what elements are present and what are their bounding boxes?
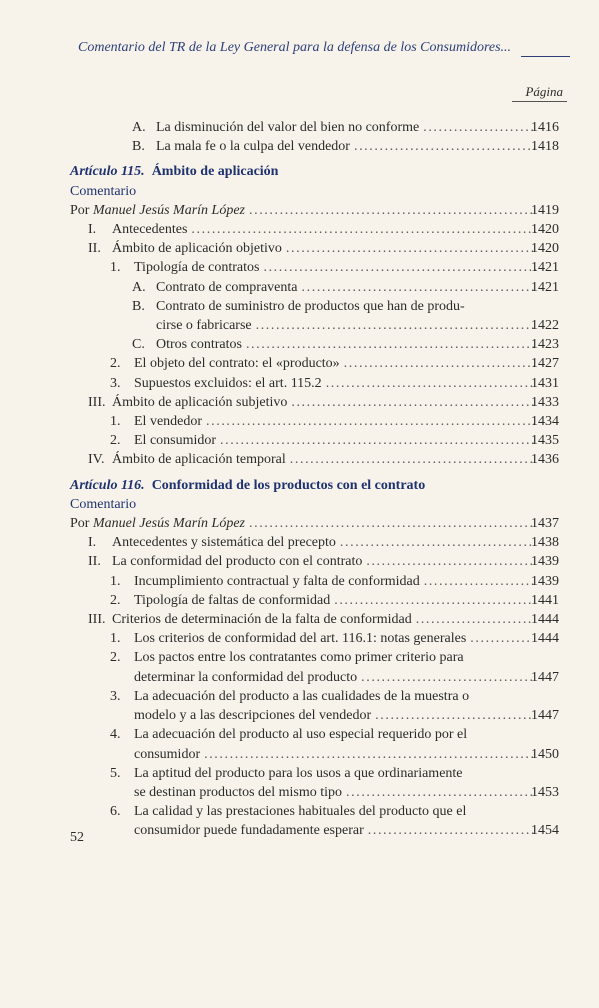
- dot-leader: ........................................................: [249, 516, 535, 532]
- toc-entry[interactable]: [0, 239, 599, 258]
- entry-text: Supuestos excluidos: el art. 115.2: [134, 375, 322, 391]
- entry-text-continued: modelo y a las descripciones del vendedor: [134, 708, 372, 724]
- dot-leader: .......................................................: [255, 318, 537, 334]
- author-name: Manuel Jesús Marín López: [92, 516, 245, 532]
- toc-entry[interactable]: [0, 137, 599, 156]
- page-ref: 1450: [531, 746, 559, 762]
- entry-text: La disminución del valor del bien no conforme: [156, 120, 420, 135]
- page-ref: 1431: [531, 375, 559, 391]
- page-ref: 1427: [531, 356, 559, 372]
- entry-text: El consumidor: [134, 433, 217, 449]
- article-heading: [0, 162, 599, 181]
- toc-entry[interactable]: [0, 552, 599, 571]
- dot-leader: ....................................: [353, 139, 538, 155]
- entry-label: II.: [88, 241, 101, 257]
- entry-label: 2.: [110, 650, 121, 666]
- entry-text-continued: cirse o fabricarse: [156, 318, 252, 334]
- toc-entry[interactable]: [0, 412, 599, 431]
- entry-label: 1.: [110, 573, 121, 589]
- entry-label: 6.: [110, 804, 121, 820]
- page-ref: 1444: [531, 612, 559, 628]
- entry-label: 3.: [110, 688, 121, 704]
- toc-entry[interactable]: [0, 610, 599, 629]
- entry-text: Criterios de determinación de la falta de conformidad: [112, 612, 412, 628]
- running-header: Comentario del TR de la Ley General para la defensa de los Consumidores...: [78, 40, 512, 55]
- toc-entry[interactable]: [0, 725, 599, 763]
- dot-leader: ..................................: [361, 669, 535, 685]
- dot-leader: .................................................................: [206, 414, 538, 430]
- dot-leader: ....................................................................: [191, 222, 539, 238]
- dot-leader: ......................................: [339, 535, 534, 551]
- author-prefix: Por: [70, 202, 90, 218]
- entry-text: Otros contratos: [156, 337, 242, 353]
- page-ref: 1453: [531, 784, 559, 800]
- toc-entry[interactable]: [0, 374, 599, 393]
- dot-leader: .......................: [415, 612, 534, 628]
- article-heading: [0, 476, 599, 495]
- entry-text: Ámbito de aplicación temporal: [112, 452, 286, 468]
- dot-leader: ............: [470, 631, 532, 647]
- entry-label: 3.: [110, 375, 121, 391]
- entry-text: Incumplimiento contractual y falta de conformidad: [134, 573, 420, 589]
- entry-label: 5.: [110, 765, 121, 781]
- dot-leader: ..............................................................: [220, 433, 537, 449]
- entry-text-continued: determinar la conformidad del producto: [134, 669, 358, 685]
- toc-entry[interactable]: [0, 278, 599, 297]
- page-ref: 1447: [531, 669, 559, 685]
- entry-text: Antecedentes y sistemática del precepto: [112, 535, 336, 551]
- entry-text-continued: consumidor: [134, 746, 201, 762]
- comentario-text: Comentario: [70, 496, 137, 512]
- dot-leader: .....................................: [346, 784, 535, 800]
- toc-entry[interactable]: [0, 335, 599, 354]
- entry-text: Ámbito de aplicación subjetivo: [112, 394, 288, 410]
- dot-leader: ......................................: [343, 356, 538, 372]
- entry-label: III.: [88, 394, 106, 410]
- comentario-label: [0, 495, 599, 514]
- entry-label: IV.: [88, 452, 105, 468]
- dot-leader: .................................................: [285, 241, 536, 257]
- dot-leader: .......................................: [334, 592, 534, 608]
- page-ref: 1420: [531, 241, 559, 257]
- page-ref: 1433: [531, 394, 559, 410]
- entry-label: 2.: [110, 433, 121, 449]
- article-number: Artículo 115.: [70, 164, 145, 180]
- page-ref: 1435: [531, 433, 559, 449]
- entry-text: Tipología de faltas de conformidad: [134, 592, 331, 608]
- author-prefix: Por: [70, 516, 90, 532]
- entry-label: I.: [88, 222, 97, 238]
- page-ref: 1439: [531, 554, 559, 570]
- entry-label: B.: [132, 298, 145, 314]
- entry-text: Los pactos entre los contratantes como primer criterio para: [134, 650, 464, 666]
- dot-leader: ......................: [423, 573, 536, 589]
- page-ref: 1418: [531, 139, 559, 155]
- dot-leader: .........................................: [325, 375, 535, 391]
- entry-text: Los criterios de conformidad del art. 116.1: notas generales: [134, 631, 467, 647]
- toc-entry[interactable]: [0, 297, 599, 335]
- header-rule: [521, 56, 570, 57]
- entry-label: 1.: [110, 631, 121, 647]
- toc-entry[interactable]: [0, 220, 599, 239]
- entry-text: Contrato de suministro de productos que han de produ-: [156, 298, 465, 314]
- entry-label: 2.: [110, 356, 121, 372]
- entry-text: Tipología de contratos: [134, 260, 260, 276]
- entry-text: Ámbito de aplicación objetivo: [112, 241, 282, 257]
- toc-entry[interactable]: [0, 572, 599, 591]
- article-title: Ámbito de aplicación: [151, 164, 279, 180]
- page-ref: 1436: [531, 452, 559, 468]
- toc-entry[interactable]: [0, 258, 599, 277]
- article-title: Conformidad de los productos con el contrato: [151, 477, 426, 493]
- toc-entry[interactable]: [0, 533, 599, 552]
- page-ref: 1416: [531, 120, 559, 135]
- toc-entry[interactable]: [0, 591, 599, 610]
- entry-text: El vendedor: [134, 414, 203, 430]
- entry-text: La adecuación del producto al uso especial requerido por el: [134, 727, 468, 743]
- author-entry[interactable]: [0, 201, 599, 220]
- dot-leader: ......................: [423, 120, 536, 135]
- dot-leader: ..............................................: [301, 279, 537, 295]
- entry-text: La conformidad del producto con el contrato: [112, 554, 363, 570]
- page-ref: 1419: [531, 202, 559, 218]
- comentario-text: Comentario: [70, 183, 137, 199]
- entry-label: 1.: [110, 260, 121, 276]
- entry-label: 4.: [110, 727, 121, 743]
- page-ref: 1421: [531, 260, 559, 276]
- toc-entry[interactable]: [0, 431, 599, 450]
- page-ref: 1434: [531, 414, 559, 430]
- entry-label: II.: [88, 554, 101, 570]
- page-ref: 1420: [531, 222, 559, 238]
- author-entry[interactable]: [0, 514, 599, 533]
- dot-leader: .................................: [367, 823, 537, 839]
- entry-text-continued: consumidor puede fundadamente esperar: [134, 823, 364, 839]
- page-ref: 1423: [531, 337, 559, 353]
- entry-label: A.: [132, 279, 146, 295]
- entry-text: La aptitud del producto para los usos a que ordinariamente: [134, 765, 463, 781]
- pagina-label: Página: [525, 84, 563, 99]
- toc-entry[interactable]: [0, 802, 599, 840]
- page-ref: 1421: [531, 279, 559, 295]
- entry-label: A.: [132, 120, 146, 135]
- toc-entry[interactable]: [0, 354, 599, 373]
- comentario-label: [0, 182, 599, 201]
- entry-label: 2.: [110, 592, 121, 608]
- page-ref: 1447: [531, 708, 559, 724]
- entry-label: B.: [132, 139, 145, 155]
- entry-text-continued: se destinan productos del mismo tipo: [134, 784, 343, 800]
- dot-leader: ................................................: [289, 452, 535, 468]
- entry-text: La mala fe o la culpa del vendedor: [156, 139, 350, 155]
- author-name: Manuel Jesús Marín López: [92, 202, 245, 218]
- page-ref: 1437: [531, 516, 559, 532]
- dot-leader: ........................................................: [249, 202, 535, 218]
- entry-text: El objeto del contrato: el «producto»: [134, 356, 340, 372]
- entry-text: La calidad y las prestaciones habituales del producto que el: [134, 804, 467, 820]
- pagina-rule: [512, 101, 567, 102]
- entry-text: La adecuación del producto a las cualidades de la muestra o: [134, 688, 470, 704]
- entry-text: Antecedentes: [112, 222, 188, 238]
- entry-label: I.: [88, 535, 97, 551]
- entry-label: 1.: [110, 414, 121, 430]
- page-ref: 1422: [531, 318, 559, 334]
- toc-entry[interactable]: [0, 764, 599, 802]
- page-number: 52: [70, 830, 84, 845]
- toc-entry[interactable]: [0, 648, 599, 686]
- toc-entry[interactable]: [0, 687, 599, 725]
- article-number: Artículo 116.: [70, 477, 145, 493]
- entry-label: III.: [88, 612, 106, 628]
- dot-leader: .................................: [366, 554, 535, 570]
- dot-leader: .........................................................: [245, 337, 537, 353]
- dot-leader: ...............................: [375, 708, 534, 724]
- page-ref: 1439: [531, 573, 559, 589]
- page-ref: 1444: [531, 631, 559, 647]
- dot-leader: ................................................: [291, 394, 537, 410]
- toc-entry[interactable]: [0, 118, 599, 137]
- page-ref: 1441: [531, 592, 559, 608]
- entry-label: C.: [132, 337, 145, 353]
- table-of-contents: [0, 118, 599, 841]
- entry-text: Contrato de compraventa: [156, 279, 298, 295]
- page-ref: 1438: [531, 535, 559, 551]
- toc-entry[interactable]: [0, 450, 599, 469]
- toc-entry[interactable]: [0, 629, 599, 648]
- page-ref: 1454: [531, 823, 559, 839]
- dot-leader: ......................................................: [263, 260, 539, 276]
- dot-leader: .................................................................: [204, 746, 536, 762]
- toc-entry[interactable]: [0, 393, 599, 412]
